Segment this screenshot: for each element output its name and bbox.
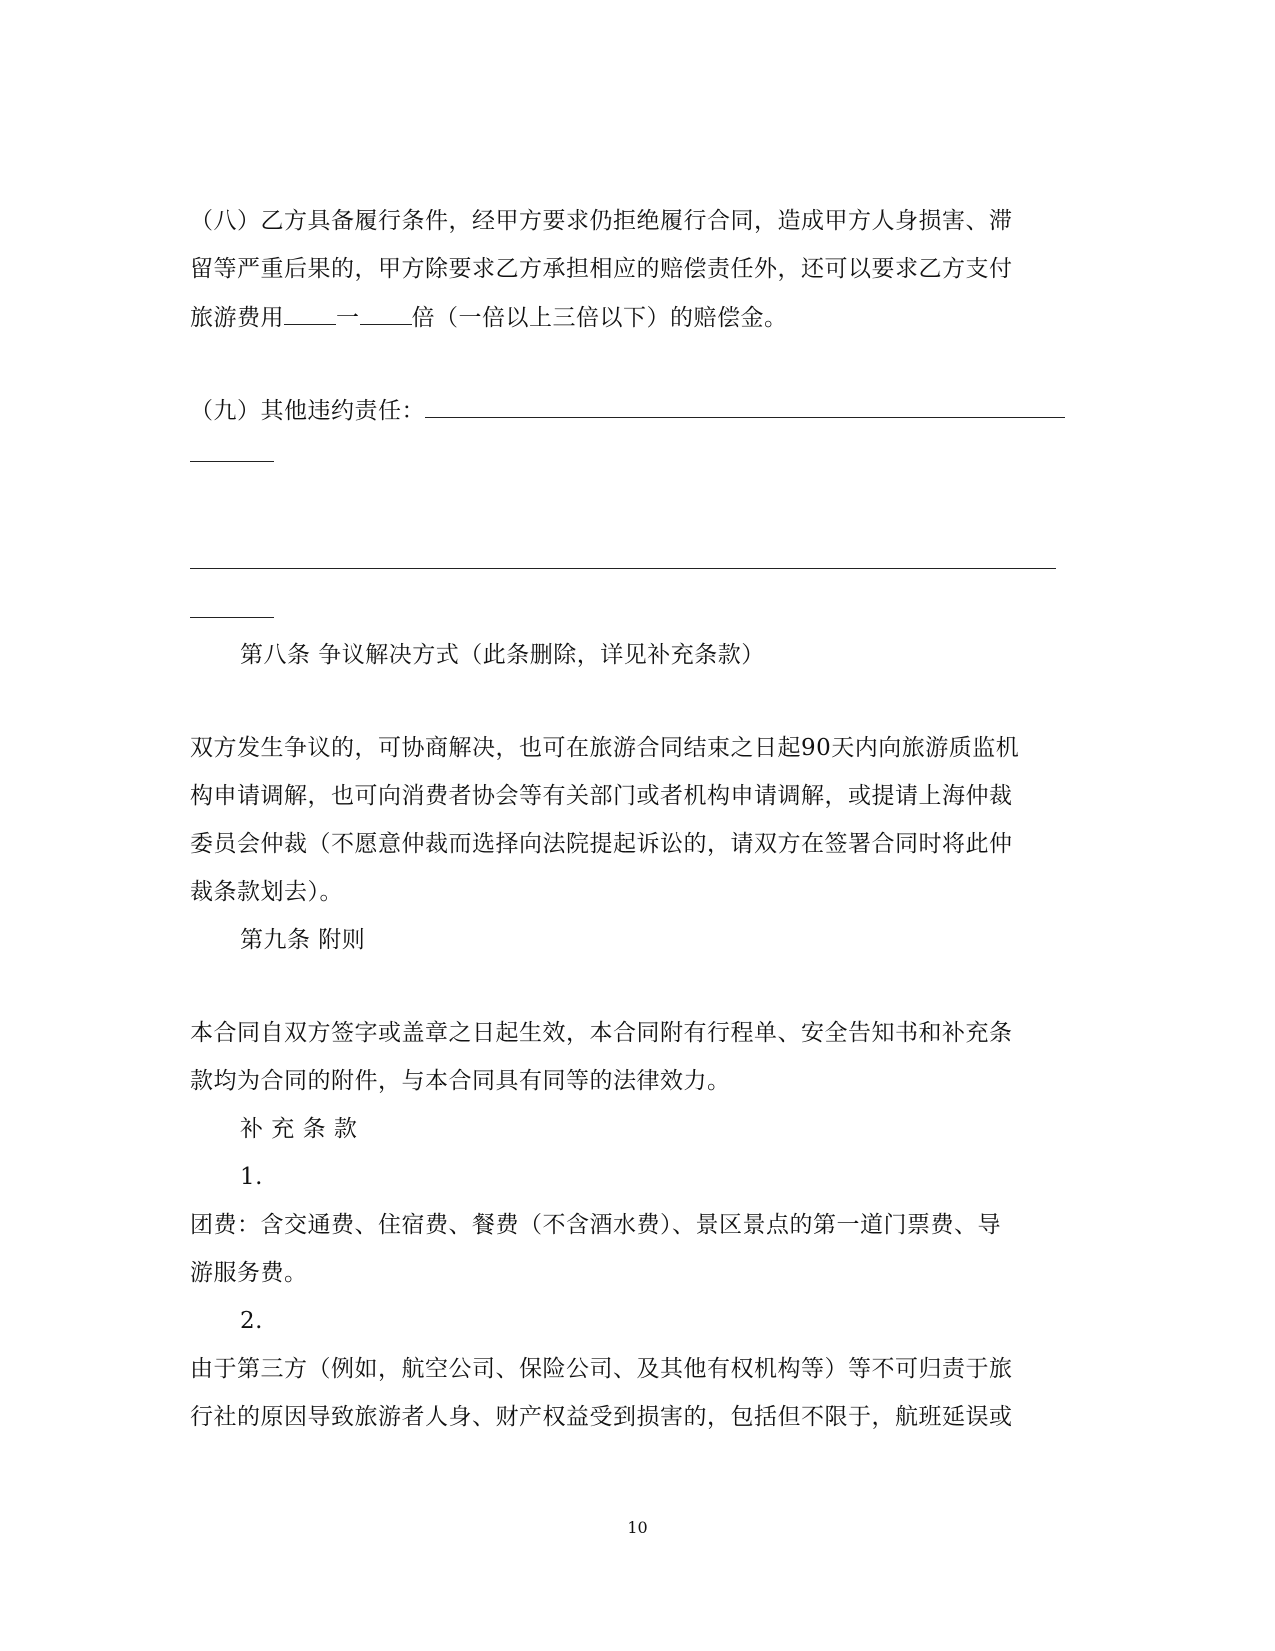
article-8-line-1: 双方发生争议的，可协商解决，也可在旅游合同结束之日起90天内向旅游质监机 [190,735,1020,761]
article-8-line-4: 裁条款划去）。 [190,879,343,905]
multiplier-blank-left [284,302,336,325]
multiplier-blank-right [360,302,412,325]
article-8-line-2: 构申请调解，也可向消费者协会等有关部门或者机构申请调解，或提请上海仲裁 [190,783,1013,809]
supplement-item-1-line-1: 团费：含交通费、住宿费、餐费（不含酒水费）、景区景点的第一道门票费、导 [190,1212,1001,1238]
supplement-item-1-number: 1. [240,1164,263,1190]
supplement-heading: 补 充 条 款 [240,1116,358,1142]
supplement-item-2-number: 2. [240,1308,263,1334]
supplement-item-2-line-2: 行社的原因导致旅游者人身、财产权益受到损害的，包括但不限于，航班延误或 [190,1404,1013,1430]
article-8-heading: 第八条 争议解决方式（此条删除，详见补充条款） [240,642,765,668]
supplement-item-1-line-2: 游服务费。 [190,1260,308,1286]
article-9-heading: 第九条 附则 [240,927,366,953]
clause-9-fill-blank [425,395,1065,418]
multiplier-value: 一 [336,305,360,331]
clause-8-line-2: 留等严重后果的，甲方除要求乙方承担相应的赔偿责任外，还可以要求乙方支付 [190,256,1013,282]
clause-9-label: （九）其他违约责任： [190,398,425,424]
clause-8-line-1: （八）乙方具备履行条件，经甲方要求仍拒绝履行合同，造成甲方人身损害、滞 [190,208,1013,234]
article-8-line-3: 委员会仲裁（不愿意仲裁而选择向法院提起诉讼的，请双方在签署合同时将此仲 [190,831,1013,857]
supplement-item-2-line-1: 由于第三方（例如，航空公司、保险公司、及其他有权机构等）等不可归责于旅 [190,1356,1013,1382]
article-9-line-1: 本合同自双方签字或盖章之日起生效，本合同附有行程单、安全告知书和补充条 [190,1020,1013,1046]
clause-8-line-3 [190,302,788,333]
page-number: 10 [627,1518,648,1537]
clause-9-fill-line-short-2 [190,617,274,618]
clause-9-fill-line-short-1 [190,461,274,462]
clause-8-line-3-suffix: 倍（一倍以上三倍以下）的赔偿金。 [411,305,788,331]
clause-8-line-3-prefix: 旅游费用 [190,305,284,331]
clause-9-fill-line-long [190,568,1056,569]
article-9-line-2: 款均为合同的附件，与本合同具有同等的法律效力。 [190,1068,731,1094]
clause-9-line [190,395,1065,426]
